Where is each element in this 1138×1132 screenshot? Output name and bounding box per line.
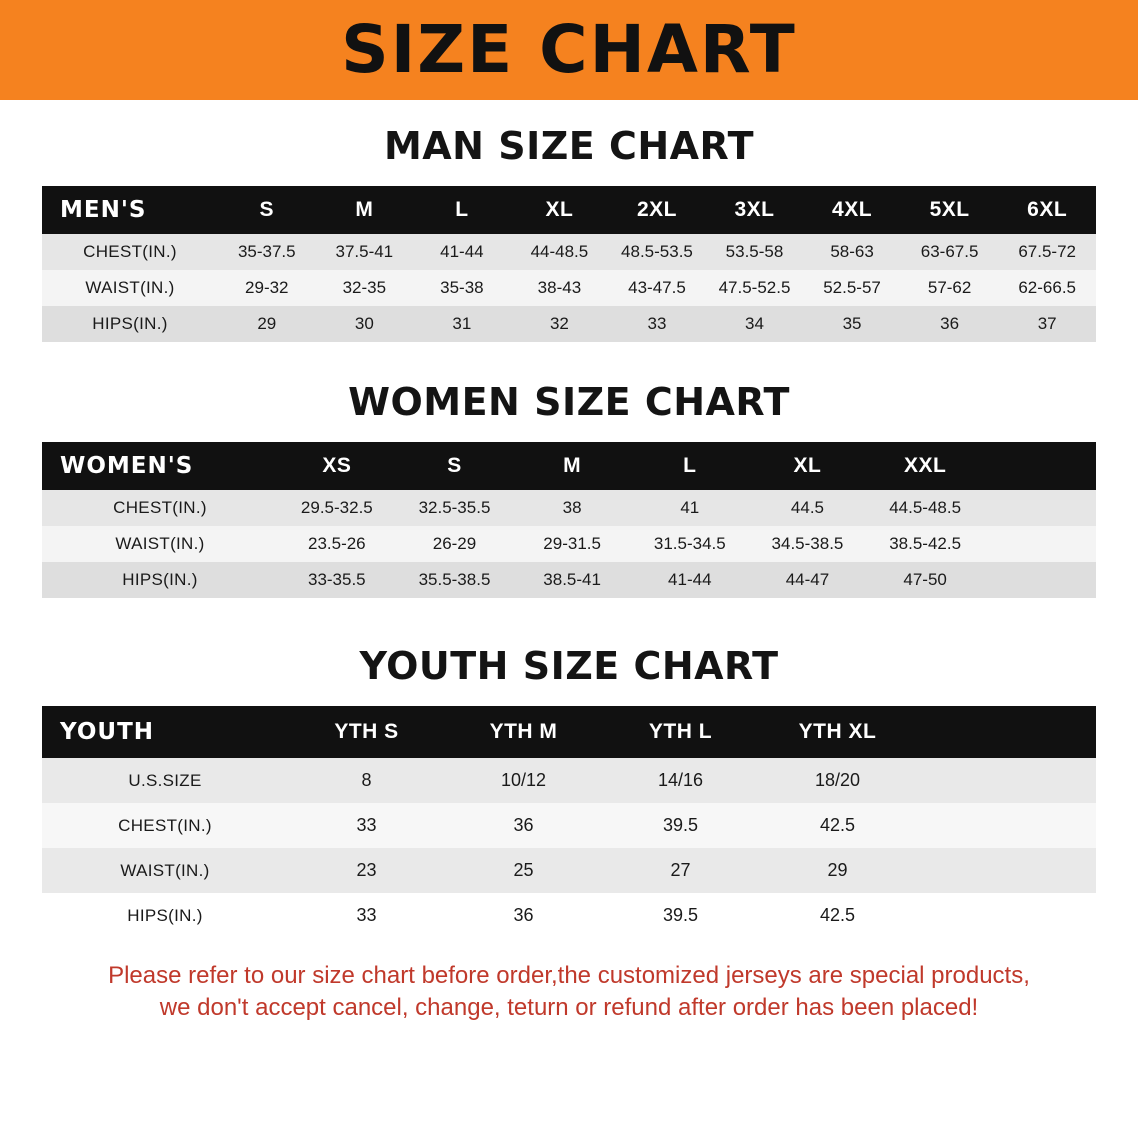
women-corner-label: WOMEN'S	[42, 442, 278, 490]
women-cell: 38.5-41	[513, 562, 631, 598]
youth-cell: 25	[445, 848, 602, 893]
youth-cell: 14/16	[602, 758, 759, 803]
man-section-heading: MAN SIZE CHART	[383, 124, 755, 168]
table-row	[42, 803, 1096, 848]
women-cell: 44-47	[749, 562, 867, 598]
youth-cell-spacer	[916, 758, 1096, 803]
man-row-label: CHEST(IN.)	[42, 234, 218, 270]
man-size-table-wrap	[42, 186, 1096, 342]
youth-cell: 39.5	[602, 893, 759, 938]
youth-size-table	[42, 706, 1096, 938]
table-row	[42, 490, 1096, 526]
man-cell: 37.5-41	[316, 234, 414, 270]
youth-cell: 36	[445, 803, 602, 848]
man-cell: 58-63	[803, 234, 901, 270]
youth-cell: 33	[288, 803, 445, 848]
women-size-table-wrap	[42, 442, 1096, 598]
policy-note-line-2: we don't accept cancel, change, teturn or refund after order has been placed!	[159, 994, 979, 1022]
women-cell: 34.5-38.5	[749, 526, 867, 562]
man-cell: 35	[803, 306, 901, 342]
man-col-header: 3XL	[706, 186, 804, 234]
man-cell: 63-67.5	[901, 234, 999, 270]
women-col-header: XS	[278, 442, 396, 490]
youth-cell: 23	[288, 848, 445, 893]
man-col-header: 5XL	[901, 186, 999, 234]
policy-note-line-1: Please refer to our size chart before order,the customized jerseys are special products,	[108, 962, 1030, 989]
man-corner-label: MEN'S	[42, 186, 218, 234]
man-cell: 37	[998, 306, 1096, 342]
youth-cell-spacer	[916, 848, 1096, 893]
man-cell: 35-37.5	[218, 234, 316, 270]
man-cell: 29	[218, 306, 316, 342]
women-cell: 44.5	[749, 490, 867, 526]
youth-section-heading: YOUTH SIZE CHART	[359, 644, 779, 688]
women-cell: 41-44	[631, 562, 749, 598]
women-cell: 33-35.5	[278, 562, 396, 598]
man-col-header: M	[316, 186, 414, 234]
women-row-label: WAIST(IN.)	[42, 526, 278, 562]
man-col-header: 4XL	[803, 186, 901, 234]
man-row-label: WAIST(IN.)	[42, 270, 218, 306]
man-cell: 53.5-58	[706, 234, 804, 270]
man-cell: 47.5-52.5	[706, 270, 804, 306]
youth-row-label: CHEST(IN.)	[42, 803, 288, 848]
women-size-table	[42, 442, 1096, 598]
women-section-heading: WOMEN SIZE CHART	[348, 380, 790, 424]
women-cell-spacer	[984, 562, 1096, 598]
women-cell: 38	[513, 490, 631, 526]
women-col-header: XL	[749, 442, 867, 490]
man-cell: 44-48.5	[511, 234, 609, 270]
man-cell: 33	[608, 306, 706, 342]
women-cell-spacer	[984, 490, 1096, 526]
table-row	[42, 270, 1096, 306]
youth-cell: 8	[288, 758, 445, 803]
table-row	[42, 562, 1096, 598]
man-cell: 62-66.5	[998, 270, 1096, 306]
women-col-header: S	[396, 442, 514, 490]
page-banner	[0, 0, 1138, 100]
women-col-header: M	[513, 442, 631, 490]
youth-cell: 36	[445, 893, 602, 938]
youth-size-table-wrap	[42, 706, 1096, 938]
women-cell: 47-50	[866, 562, 984, 598]
youth-cell: 27	[602, 848, 759, 893]
man-cell: 32-35	[316, 270, 414, 306]
man-col-header: S	[218, 186, 316, 234]
policy-note	[34, 960, 1104, 1025]
youth-row-label: WAIST(IN.)	[42, 848, 288, 893]
table-row	[42, 893, 1096, 938]
youth-col-header: YTH XL	[759, 706, 916, 758]
youth-col-header: YTH L	[602, 706, 759, 758]
man-cell: 30	[316, 306, 414, 342]
table-row	[42, 848, 1096, 893]
man-cell: 34	[706, 306, 804, 342]
man-cell: 35-38	[413, 270, 511, 306]
youth-cell-spacer	[916, 893, 1096, 938]
table-row	[42, 234, 1096, 270]
women-row-label: HIPS(IN.)	[42, 562, 278, 598]
man-cell: 41-44	[413, 234, 511, 270]
women-cell: 29.5-32.5	[278, 490, 396, 526]
table-header-row	[42, 186, 1096, 234]
youth-col-spacer	[916, 706, 1096, 758]
women-col-header: L	[631, 442, 749, 490]
man-cell: 67.5-72	[998, 234, 1096, 270]
women-cell: 35.5-38.5	[396, 562, 514, 598]
women-row-label: CHEST(IN.)	[42, 490, 278, 526]
women-cell: 32.5-35.5	[396, 490, 514, 526]
youth-row-label: U.S.SIZE	[42, 758, 288, 803]
man-col-header: 6XL	[998, 186, 1096, 234]
man-cell: 36	[901, 306, 999, 342]
table-row	[42, 526, 1096, 562]
man-cell: 31	[413, 306, 511, 342]
women-cell: 38.5-42.5	[866, 526, 984, 562]
man-col-header: 2XL	[608, 186, 706, 234]
youth-row-label: HIPS(IN.)	[42, 893, 288, 938]
table-row	[42, 306, 1096, 342]
page-title: SIZE CHART	[341, 11, 797, 88]
youth-corner-label: YOUTH	[42, 706, 288, 758]
women-cell-spacer	[984, 526, 1096, 562]
women-col-header: XXL	[866, 442, 984, 490]
table-header-row	[42, 706, 1096, 758]
youth-col-header: YTH M	[445, 706, 602, 758]
man-cell: 57-62	[901, 270, 999, 306]
women-cell: 29-31.5	[513, 526, 631, 562]
women-col-spacer	[984, 442, 1096, 490]
youth-cell: 33	[288, 893, 445, 938]
youth-cell: 10/12	[445, 758, 602, 803]
women-cell: 41	[631, 490, 749, 526]
youth-cell: 29	[759, 848, 916, 893]
man-cell: 43-47.5	[608, 270, 706, 306]
youth-cell: 18/20	[759, 758, 916, 803]
man-cell: 48.5-53.5	[608, 234, 706, 270]
man-col-header: L	[413, 186, 511, 234]
women-cell: 26-29	[396, 526, 514, 562]
women-cell: 44.5-48.5	[866, 490, 984, 526]
women-cell: 23.5-26	[278, 526, 396, 562]
man-cell: 38-43	[511, 270, 609, 306]
youth-col-header: YTH S	[288, 706, 445, 758]
man-cell: 52.5-57	[803, 270, 901, 306]
youth-cell-spacer	[916, 803, 1096, 848]
youth-cell: 39.5	[602, 803, 759, 848]
women-cell: 31.5-34.5	[631, 526, 749, 562]
man-cell: 29-32	[218, 270, 316, 306]
man-row-label: HIPS(IN.)	[42, 306, 218, 342]
man-cell: 32	[511, 306, 609, 342]
table-row	[42, 758, 1096, 803]
youth-cell: 42.5	[759, 803, 916, 848]
man-col-header: XL	[511, 186, 609, 234]
man-size-table	[42, 186, 1096, 342]
youth-cell: 42.5	[759, 893, 916, 938]
table-header-row	[42, 442, 1096, 490]
